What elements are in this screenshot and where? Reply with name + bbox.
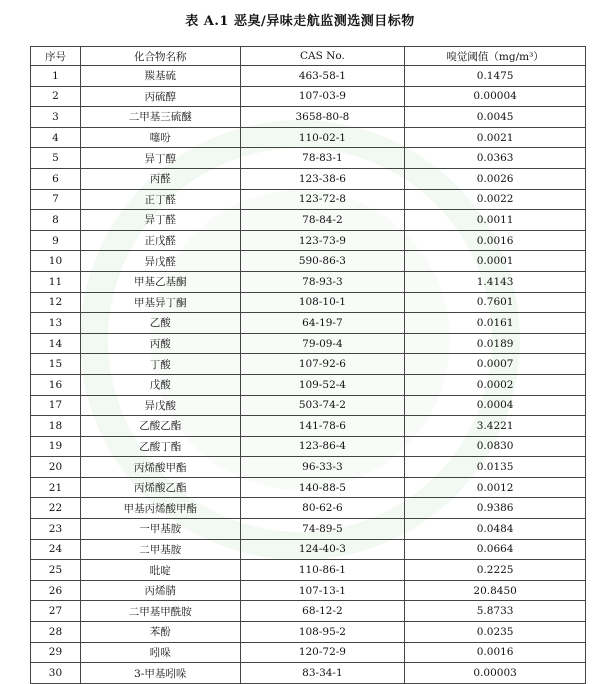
- cell-odor-threshold: 0.0830: [405, 436, 586, 457]
- cell-compound-name: 正丁醛: [80, 189, 240, 210]
- cell-index: 15: [31, 354, 81, 375]
- cell-cas-number: 123-38-6: [240, 168, 405, 189]
- cell-cas-number: 124-40-3: [240, 539, 405, 560]
- cell-cas-number: 590-86-3: [240, 251, 405, 272]
- cell-index: 17: [31, 395, 81, 416]
- cell-index: 27: [31, 601, 81, 622]
- cell-compound-name: 乙酸: [80, 313, 240, 334]
- cell-odor-threshold: 0.0012: [405, 477, 586, 498]
- cell-odor-threshold: 0.0001: [405, 251, 586, 272]
- cell-compound-name: 丙烯酸甲酯: [80, 457, 240, 478]
- cell-cas-number: 140-88-5: [240, 477, 405, 498]
- cell-odor-threshold: 0.0189: [405, 333, 586, 354]
- cell-cas-number: 107-92-6: [240, 354, 405, 375]
- cell-index: 16: [31, 374, 81, 395]
- cell-cas-number: 78-93-3: [240, 271, 405, 292]
- table-row: [31, 580, 586, 601]
- table-row: [31, 560, 586, 581]
- table-row: [31, 395, 586, 416]
- cell-cas-number: 141-78-6: [240, 416, 405, 437]
- table-row: [31, 374, 586, 395]
- table-row: [31, 251, 586, 272]
- table-row: [31, 663, 586, 684]
- header-odor-threshold: 嗅觉阈值（mg/m³）: [405, 47, 586, 66]
- cell-compound-name: 3-甲基吲哚: [80, 663, 240, 684]
- cell-odor-threshold: 0.0021: [405, 127, 586, 148]
- cell-compound-name: 丙硫醇: [80, 86, 240, 107]
- cell-compound-name: 羰基硫: [80, 66, 240, 87]
- cell-index: 9: [31, 230, 81, 251]
- cell-odor-threshold: 0.1475: [405, 66, 586, 87]
- cell-compound-name: 异丁醇: [80, 148, 240, 169]
- cell-compound-name: 二甲基三硫醚: [80, 107, 240, 128]
- table-row: [31, 127, 586, 148]
- cell-index: 2: [31, 86, 81, 107]
- cell-compound-name: 甲基异丁酮: [80, 292, 240, 313]
- header-compound-name: 化合物名称: [80, 47, 240, 66]
- table-header-row: [31, 47, 586, 66]
- cell-index: 24: [31, 539, 81, 560]
- cell-compound-name: 乙酸乙酯: [80, 416, 240, 437]
- table-row: [31, 107, 586, 128]
- cell-index: 12: [31, 292, 81, 313]
- cell-compound-name: 甲基丙烯酸甲酯: [80, 498, 240, 519]
- cell-index: 4: [31, 127, 81, 148]
- cell-index: 10: [31, 251, 81, 272]
- table-row: [31, 498, 586, 519]
- table-row: [31, 519, 586, 540]
- cell-odor-threshold: 0.0004: [405, 395, 586, 416]
- cell-index: 18: [31, 416, 81, 437]
- cell-odor-threshold: 0.0002: [405, 374, 586, 395]
- cell-index: 19: [31, 436, 81, 457]
- cell-cas-number: 74-89-5: [240, 519, 405, 540]
- table-row: [31, 230, 586, 251]
- cell-odor-threshold: 0.0016: [405, 642, 586, 663]
- cell-compound-name: 丙烯酸乙酯: [80, 477, 240, 498]
- cell-cas-number: 108-10-1: [240, 292, 405, 313]
- cell-odor-threshold: 0.0045: [405, 107, 586, 128]
- cell-cas-number: 79-09-4: [240, 333, 405, 354]
- cell-index: 5: [31, 148, 81, 169]
- cell-cas-number: 78-83-1: [240, 148, 405, 169]
- cell-compound-name: 噻吩: [80, 127, 240, 148]
- table-row: [31, 313, 586, 334]
- cell-odor-threshold: 0.00003: [405, 663, 586, 684]
- cell-index: 13: [31, 313, 81, 334]
- cell-odor-threshold: 0.0135: [405, 457, 586, 478]
- table-row: [31, 189, 586, 210]
- cell-cas-number: 110-86-1: [240, 560, 405, 581]
- cell-compound-name: 二甲基胺: [80, 539, 240, 560]
- cell-odor-threshold: 0.2225: [405, 560, 586, 581]
- cell-index: 7: [31, 189, 81, 210]
- cell-compound-name: 丙醛: [80, 168, 240, 189]
- cell-odor-threshold: 0.0664: [405, 539, 586, 560]
- cell-cas-number: 463-58-1: [240, 66, 405, 87]
- cell-index: 14: [31, 333, 81, 354]
- cell-compound-name: 丙酸: [80, 333, 240, 354]
- cell-index: 6: [31, 168, 81, 189]
- cell-index: 30: [31, 663, 81, 684]
- table-row: [31, 333, 586, 354]
- cell-compound-name: 丙烯腈: [80, 580, 240, 601]
- cell-index: 8: [31, 210, 81, 231]
- cell-compound-name: 异戊醛: [80, 251, 240, 272]
- table-row: [31, 292, 586, 313]
- cell-odor-threshold: 0.0235: [405, 622, 586, 643]
- cell-cas-number: 83-34-1: [240, 663, 405, 684]
- cell-odor-threshold: 3.4221: [405, 416, 586, 437]
- cell-cas-number: 108-95-2: [240, 622, 405, 643]
- cell-cas-number: 3658-80-8: [240, 107, 405, 128]
- cell-index: 1: [31, 66, 81, 87]
- cell-index: 29: [31, 642, 81, 663]
- cell-compound-name: 二甲基甲酰胺: [80, 601, 240, 622]
- cell-odor-threshold: 20.8450: [405, 580, 586, 601]
- cell-compound-name: 异丁醛: [80, 210, 240, 231]
- table-row: [31, 416, 586, 437]
- header-cas-number: CAS No.: [240, 47, 405, 66]
- table-row: [31, 539, 586, 560]
- cell-cas-number: 109-52-4: [240, 374, 405, 395]
- cell-cas-number: 110-02-1: [240, 127, 405, 148]
- cell-odor-threshold: 0.00004: [405, 86, 586, 107]
- cell-cas-number: 123-86-4: [240, 436, 405, 457]
- table-row: [31, 354, 586, 375]
- table-row: [31, 477, 586, 498]
- cell-odor-threshold: 0.0007: [405, 354, 586, 375]
- cell-odor-threshold: 0.0011: [405, 210, 586, 231]
- cell-odor-threshold: 0.0016: [405, 230, 586, 251]
- target-compounds-table: [30, 46, 586, 684]
- cell-compound-name: 正戊醛: [80, 230, 240, 251]
- table-row: [31, 86, 586, 107]
- table-row: [31, 436, 586, 457]
- cell-odor-threshold: 0.0022: [405, 189, 586, 210]
- table-row: [31, 271, 586, 292]
- cell-cas-number: 123-72-8: [240, 189, 405, 210]
- cell-compound-name: 吡啶: [80, 560, 240, 581]
- cell-index: 3: [31, 107, 81, 128]
- cell-odor-threshold: 0.0484: [405, 519, 586, 540]
- cell-cas-number: 503-74-2: [240, 395, 405, 416]
- cell-odor-threshold: 5.8733: [405, 601, 586, 622]
- cell-index: 25: [31, 560, 81, 581]
- cell-cas-number: 96-33-3: [240, 457, 405, 478]
- cell-index: 23: [31, 519, 81, 540]
- header-index: 序号: [31, 47, 81, 66]
- cell-cas-number: 107-13-1: [240, 580, 405, 601]
- table-row: [31, 66, 586, 87]
- table-row: [31, 168, 586, 189]
- cell-compound-name: 戊酸: [80, 374, 240, 395]
- cell-odor-threshold: 0.0363: [405, 148, 586, 169]
- cell-odor-threshold: 0.9386: [405, 498, 586, 519]
- table-row: [31, 642, 586, 663]
- cell-index: 11: [31, 271, 81, 292]
- cell-index: 26: [31, 580, 81, 601]
- cell-compound-name: 丁酸: [80, 354, 240, 375]
- cell-index: 22: [31, 498, 81, 519]
- table-row: [31, 457, 586, 478]
- cell-compound-name: 乙酸丁酯: [80, 436, 240, 457]
- cell-cas-number: 78-84-2: [240, 210, 405, 231]
- cell-cas-number: 68-12-2: [240, 601, 405, 622]
- table-row: [31, 622, 586, 643]
- cell-odor-threshold: 0.0026: [405, 168, 586, 189]
- cell-index: 21: [31, 477, 81, 498]
- cell-index: 28: [31, 622, 81, 643]
- cell-compound-name: 异戊酸: [80, 395, 240, 416]
- cell-cas-number: 123-73-9: [240, 230, 405, 251]
- cell-compound-name: 苯酚: [80, 622, 240, 643]
- cell-index: 20: [31, 457, 81, 478]
- table-row: [31, 601, 586, 622]
- cell-cas-number: 64-19-7: [240, 313, 405, 334]
- table-row: [31, 210, 586, 231]
- cell-odor-threshold: 0.0161: [405, 313, 586, 334]
- cell-compound-name: 吲哚: [80, 642, 240, 663]
- table-title: 表 A.1 恶臭/异味走航监测选测目标物: [185, 14, 415, 29]
- cell-cas-number: 107-03-9: [240, 86, 405, 107]
- cell-odor-threshold: 1.4143: [405, 271, 586, 292]
- cell-odor-threshold: 0.7601: [405, 292, 586, 313]
- table-row: [31, 148, 586, 169]
- cell-cas-number: 120-72-9: [240, 642, 405, 663]
- cell-cas-number: 80-62-6: [240, 498, 405, 519]
- cell-compound-name: 一甲基胺: [80, 519, 240, 540]
- cell-compound-name: 甲基乙基酮: [80, 271, 240, 292]
